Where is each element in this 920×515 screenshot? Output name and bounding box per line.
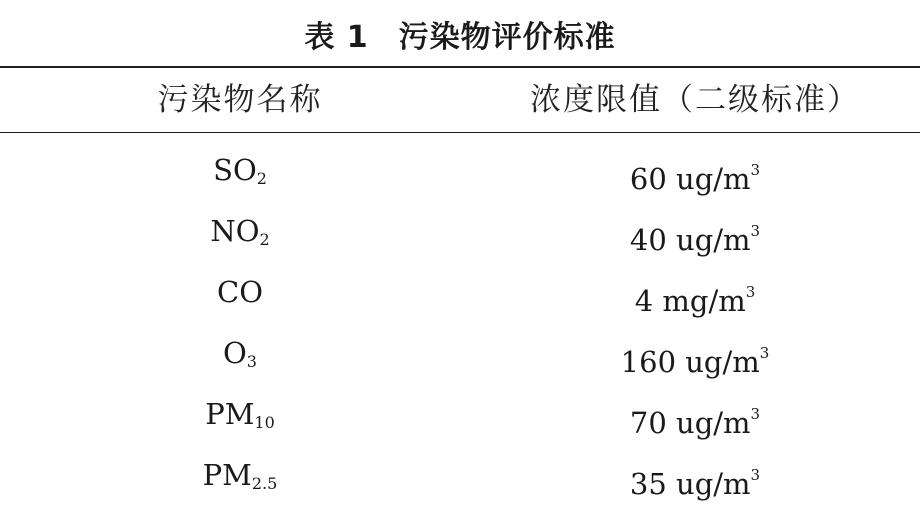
pollutant-cell — [70, 384, 410, 445]
table-row — [0, 201, 920, 262]
limit-cell — [510, 140, 880, 201]
pollutant-subscript: 2.5 — [251, 474, 278, 493]
limit-value: 4 — [634, 284, 654, 318]
limit-value: 160 — [620, 345, 677, 379]
unit-superscript: 3 — [750, 161, 761, 179]
limit-cell — [510, 445, 880, 506]
limit-value: 70 — [629, 406, 667, 440]
limit-value: 35 — [629, 467, 667, 501]
limit-cell — [510, 201, 880, 262]
pollutant-cell — [70, 140, 410, 201]
pollutant-cell — [70, 201, 410, 262]
pollutant-subscript: 10 — [254, 413, 275, 432]
table-row — [0, 384, 920, 445]
pollutant-symbol: PM — [205, 397, 255, 431]
table-top-rule — [0, 66, 920, 68]
table-number: 表 1 — [304, 20, 369, 55]
limit-value: 40 — [629, 223, 667, 257]
limit-unit: ug/m — [676, 162, 751, 196]
unit-superscript: 3 — [750, 222, 761, 240]
limit-unit: ug/m — [685, 345, 760, 379]
unit-superscript: 3 — [745, 283, 756, 301]
limit-cell — [510, 262, 880, 323]
limit-cell — [510, 323, 880, 384]
table-row — [0, 262, 920, 323]
table-row — [0, 140, 920, 201]
limit-unit: ug/m — [676, 467, 751, 501]
unit-superscript: 3 — [750, 405, 761, 423]
table-row — [0, 323, 920, 384]
pollutant-subscript: 3 — [246, 352, 257, 371]
limit-cell — [510, 384, 880, 445]
unit-superscript: 3 — [759, 344, 770, 362]
pollutant-cell — [70, 445, 410, 506]
pollutant-cell — [70, 262, 410, 323]
pollutant-symbol: PM — [202, 458, 252, 492]
table-caption — [0, 18, 920, 58]
table-body — [0, 140, 920, 506]
pollutant-symbol: CO — [217, 275, 263, 309]
pollutant-cell — [70, 323, 410, 384]
pollutant-symbol: NO — [210, 214, 260, 248]
header-pollutant-name: 污染物名称 — [157, 82, 323, 118]
pollutant-subscript: 2 — [259, 230, 270, 249]
header-concentration-limit: 浓度限值（二级标准） — [530, 82, 860, 118]
table-row — [0, 445, 920, 506]
pollutant-symbol: O — [223, 336, 247, 370]
pollutant-symbol: SO — [213, 153, 257, 187]
limit-unit: mg/m — [662, 284, 746, 318]
pollutant-subscript: 2 — [256, 169, 267, 188]
limit-unit: ug/m — [676, 223, 751, 257]
limit-unit: ug/m — [676, 406, 751, 440]
table-header-rule — [0, 132, 920, 133]
limit-value: 60 — [629, 162, 667, 196]
table-title: 污染物评价标准 — [398, 20, 616, 55]
unit-superscript: 3 — [750, 466, 761, 484]
